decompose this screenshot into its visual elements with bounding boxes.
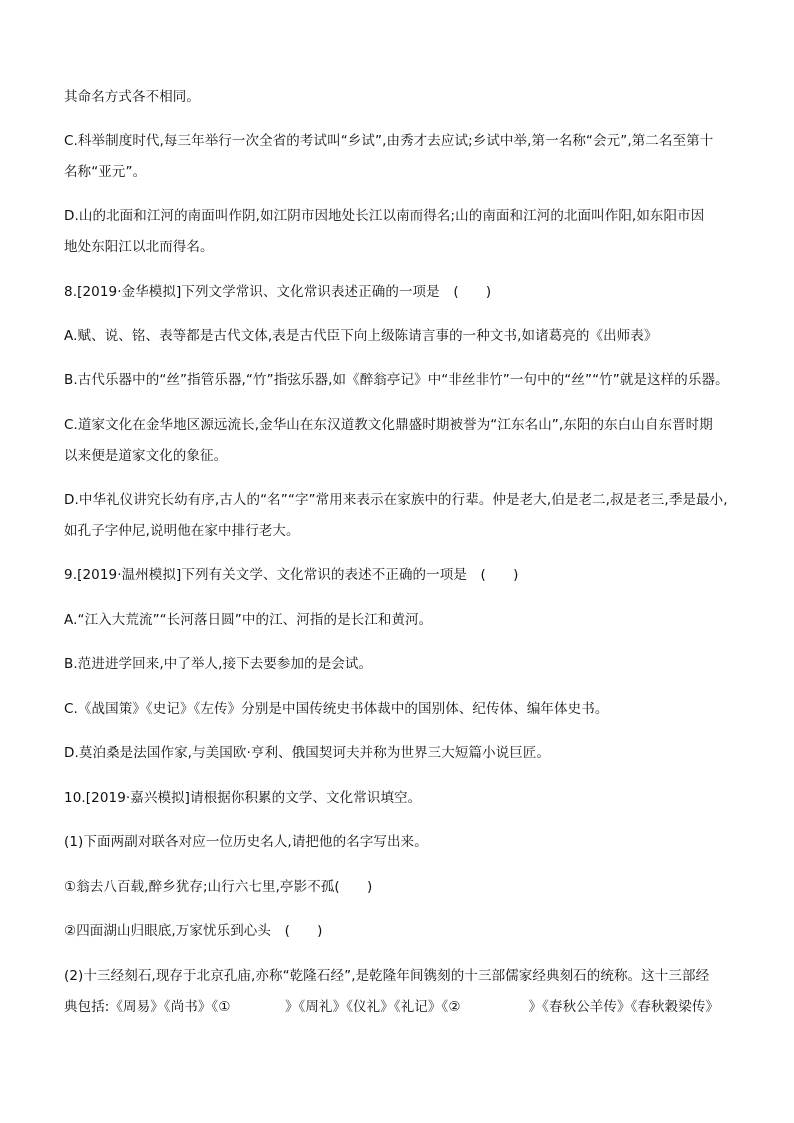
q8-option-a: A.赋、说、铭、表等都是古代文体,表是古代臣下向上级陈请言事的一种文书,如诸葛亮的《出师表》 xyxy=(64,328,658,344)
q9-option-b: B.范进进学回来,中了举人,接下去要参加的是会试。 xyxy=(64,656,373,672)
option-c-line-1: C.科举制度时代,每三年举行一次全省的考试叫“乡试”,由秀才去应试;乡试中举,第一名称“会元”,第二名至第十 xyxy=(64,133,714,149)
question-10-stem: 10.[2019·嘉兴模拟]请根据你积累的文学、文化常识填空。 xyxy=(64,790,422,806)
question-9-stem: 9.[2019·温州模拟]下列有关文学、文化常识的表述不正确的一项是 ( ) xyxy=(64,567,519,583)
q9-option-c: C.《战国策》《史记》《左传》分别是中国传统史书体裁中的国别体、纪传体、编年体史书。 xyxy=(64,701,609,717)
option-c-line-2: 名称“亚元”。 xyxy=(64,164,147,180)
q9-option-a: A.“江入大荒流”“长河落日圆”中的江、河指的是长江和黄河。 xyxy=(64,612,433,628)
option-d-line-1: D.山的北面和江河的南面叫作阴,如江阴市因地处长江以南而得名;山的南面和江河的北面叫作阳,如东阳市因 xyxy=(64,208,705,224)
q10-couplet-1: ①翁去八百载,醉乡犹存;山行六七里,亭影不孤( ) xyxy=(64,879,373,895)
q8-option-c-line-2: 以来便是道家文化的象征。 xyxy=(64,448,228,464)
q8-option-c-line-1: C.道家文化在金华地区源远流长,金华山在东汉道教文化鼎盛时期被誉为“江东名山”,东阳的东白山自东晋时期 xyxy=(64,417,713,433)
q10-part-2-line-2: 典包括:《周易》《尚书》《① 》《周礼》《仪礼》《礼记》《② 》《春秋公羊传》《春秋穀梁传》 xyxy=(64,999,720,1015)
q10-part-1-prompt: (1)下面两副对联各对应一位历史名人,请把他的名字写出来。 xyxy=(64,834,428,850)
q9-option-d: D.莫泊桑是法国作家,与美国欧·亨利、俄国契诃夫并称为世界三大短篇小说巨匠。 xyxy=(64,745,551,761)
q8-option-d-line-1: D.中华礼仪讲究长幼有序,古人的“名”“字”常用来表示在家族中的行辈。仲是老大,伯是老二,叔是老三,季是最小, xyxy=(64,492,728,508)
q10-part-2-line-1: (2)十三经刻石,现存于北京孔庙,亦称“乾隆石经”,是乾隆年间镌刻的十三部儒家经典刻石的统称。这十三部经 xyxy=(64,968,710,984)
option-d-line-2: 地处东阳江以北而得名。 xyxy=(64,239,214,255)
q8-option-d-line-2: 如孔子字仲尼,说明他在家中排行老大。 xyxy=(64,523,300,539)
text-line: 其命名方式各不相同。 xyxy=(64,89,200,105)
q8-option-b: B.古代乐器中的“丝”指管乐器,“竹”指弦乐器,如《醉翁亭记》中“非丝非竹”一句中的“丝”“竹”就是这样的乐器。 xyxy=(64,372,729,388)
q10-couplet-2: ②四面湖山归眼底,万家忧乐到心头 ( ) xyxy=(64,923,323,939)
question-8-stem: 8.[2019·金华模拟]下列文学常识、文化常识表述正确的一项是 ( ) xyxy=(64,284,492,300)
